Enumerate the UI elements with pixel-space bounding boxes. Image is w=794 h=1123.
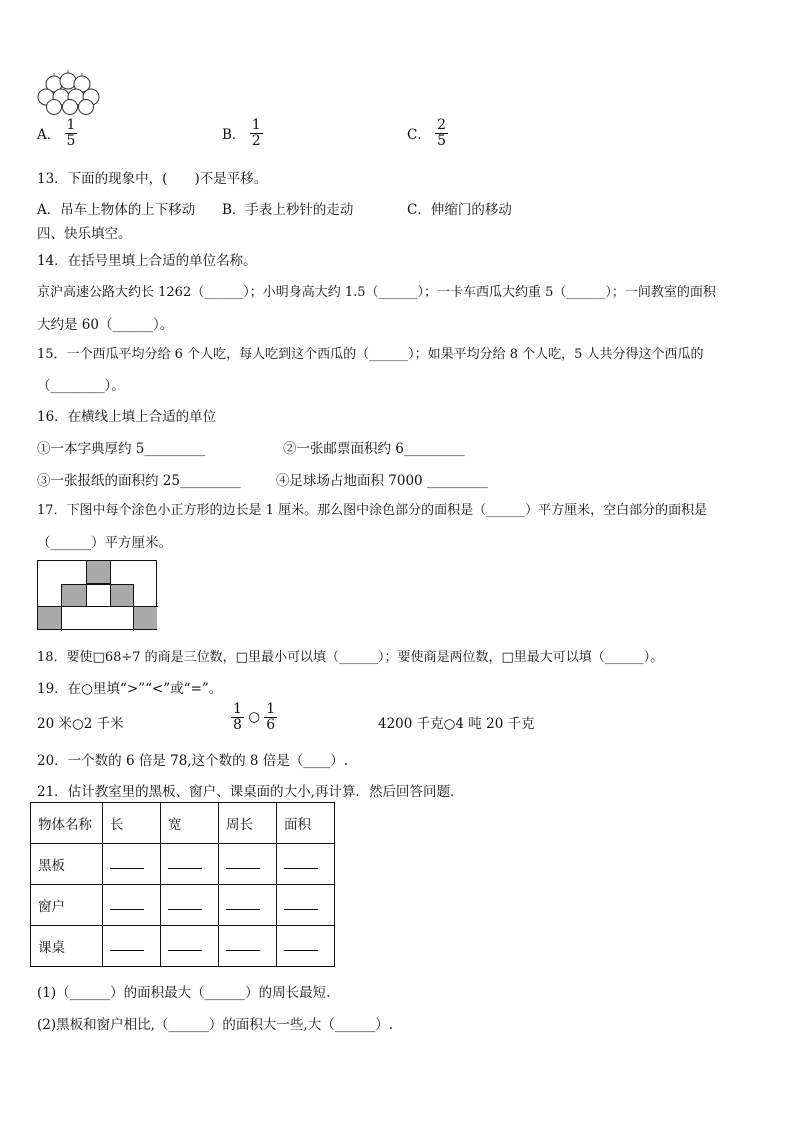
table-header-cell: 长 xyxy=(103,803,161,844)
answer-blank[interactable] xyxy=(161,926,219,967)
answer-blank[interactable] xyxy=(277,885,335,926)
q12-option-b[interactable] xyxy=(222,118,263,148)
answer-blank[interactable] xyxy=(103,844,161,885)
table-row xyxy=(31,844,335,885)
q14-stem: 14．在括号里填上合适的单位名称。 xyxy=(37,253,257,269)
shaded-square xyxy=(38,607,62,629)
table-header-cell: 宽 xyxy=(161,803,219,844)
table-header-row xyxy=(31,803,335,844)
fraction-numerator: 1 xyxy=(266,701,276,717)
fraction-numerator: 1 xyxy=(251,117,261,133)
answer-blank[interactable] xyxy=(219,926,277,967)
q12-option-a-label: A． xyxy=(37,127,61,144)
q16-item-1[interactable]: ①一本字典厚约 5_________ xyxy=(37,441,206,457)
fraction-numerator: 1 xyxy=(66,117,76,133)
shaded-square xyxy=(110,584,134,607)
q16-item-4[interactable]: ④足球场占地面积 7000 _________ xyxy=(276,473,488,489)
comparison-circle[interactable]: ○ xyxy=(248,709,260,726)
q15-line1[interactable]: 15．一个西瓜平均分给 6 个人吃，每人吃到这个西瓜的（______）；如果平均分给 8 个人吃，5 人共分得这个西瓜的 xyxy=(37,347,704,362)
q19-item-3[interactable]: 4200 千克○4 吨 20 千克 xyxy=(378,716,535,732)
table-row xyxy=(31,926,335,967)
answer-blank[interactable] xyxy=(277,844,335,885)
answer-blank[interactable] xyxy=(103,926,161,967)
answer-blank[interactable] xyxy=(161,885,219,926)
row-label: 课桌 xyxy=(31,926,103,967)
q13-option-b[interactable]: B．手表上秒针的走动 xyxy=(222,202,354,218)
q14-line1[interactable]: 京沪高速公路大约长 1262（______）；小明身高大约 1.5（______）；一卡车西瓜大约重 5（______）；一间教室的面积 xyxy=(37,285,716,300)
fraction-denominator: 6 xyxy=(266,716,276,733)
fruit-group-illustration xyxy=(36,70,104,116)
answer-blank[interactable] xyxy=(161,844,219,885)
q13-option-c[interactable]: C．伸缩门的移动 xyxy=(407,202,512,218)
q12-option-c-fraction xyxy=(435,118,448,148)
q12-option-c[interactable] xyxy=(407,118,448,148)
q12-option-a[interactable] xyxy=(37,118,77,148)
table-row xyxy=(31,885,335,926)
q17-line1[interactable]: 17．下图中每个涂色小正方形的边长是 1 厘米。那么图中涂色部分的面积是（______）平方厘米，空白部分的面积是 xyxy=(37,503,708,518)
q21-sub-question-2[interactable]: (2)黑板和窗户相比,（______）的面积大一些,大（______）. xyxy=(37,1017,393,1033)
row-label: 窗户 xyxy=(31,885,103,926)
q12-option-a-fraction xyxy=(65,118,78,148)
q19-item-2[interactable] xyxy=(231,702,277,732)
fraction-denominator: 8 xyxy=(233,716,242,733)
q13-option-a[interactable]: A．吊车上物体的上下移动 xyxy=(37,202,196,218)
table-header-cell: 物体名称 xyxy=(31,803,103,844)
q21-stem: 21．估计教室里的黑板、窗户、课桌面的大小,再计算．然后回答问题． xyxy=(37,784,464,800)
fraction-numerator: 1 xyxy=(233,701,242,717)
fraction-denominator: 5 xyxy=(66,132,76,149)
q17-line2[interactable]: （______）平方厘米。 xyxy=(37,535,172,551)
fraction-denominator: 2 xyxy=(251,132,261,149)
q13-stem: 13．下面的现象中，( )不是平移。 xyxy=(37,171,268,187)
section-heading: 四、快乐填空。 xyxy=(37,226,132,242)
q12-option-b-label: B． xyxy=(222,127,246,144)
answer-blank[interactable] xyxy=(219,885,277,926)
row-label: 黑板 xyxy=(31,844,103,885)
shaded-square xyxy=(62,584,86,607)
q17-shaded-figure xyxy=(37,560,157,630)
q20-line[interactable]: 20．一个数的 6 倍是 78,这个数的 8 倍是（____）. xyxy=(37,753,349,769)
table-header-cell: 面积 xyxy=(277,803,335,844)
answer-blank[interactable] xyxy=(219,844,277,885)
q19-fraction-left xyxy=(231,702,244,732)
q12-option-b-fraction xyxy=(250,118,263,148)
shaded-square xyxy=(133,607,157,629)
q19-stem: 19．在○里填“>”“<”或“=”。 xyxy=(37,681,223,697)
fraction-numerator: 2 xyxy=(437,117,447,133)
q16-stem: 16．在横线上填上合适的单位 xyxy=(37,409,217,425)
q18-line[interactable]: 18．要使□68÷7 的商是三位数，□里最小可以填（______）；要使商是两位数，□里最大可以填（______）。 xyxy=(37,650,664,665)
q12-option-c-label: C． xyxy=(407,127,431,144)
answer-blank[interactable] xyxy=(277,926,335,967)
answer-blank[interactable] xyxy=(103,885,161,926)
q19-item-1[interactable]: 20 米○2 千米 xyxy=(37,716,124,732)
q16-item-2[interactable]: ②一张邮票面积约 6_________ xyxy=(283,441,465,457)
q21-estimate-table xyxy=(30,802,335,967)
q19-fraction-right xyxy=(264,702,277,732)
q15-line2[interactable]: （________）。 xyxy=(37,378,125,394)
q21-sub-question-1[interactable]: (1)（______）的面积最大（______）的周长最短. xyxy=(37,985,331,1001)
q14-line2[interactable]: 大约是 60（______）。 xyxy=(37,317,174,333)
table-header-cell: 周长 xyxy=(219,803,277,844)
fraction-denominator: 5 xyxy=(437,132,447,149)
q16-item-3[interactable]: ③一张报纸的面积约 25_________ xyxy=(37,473,241,489)
shaded-square xyxy=(86,561,110,584)
